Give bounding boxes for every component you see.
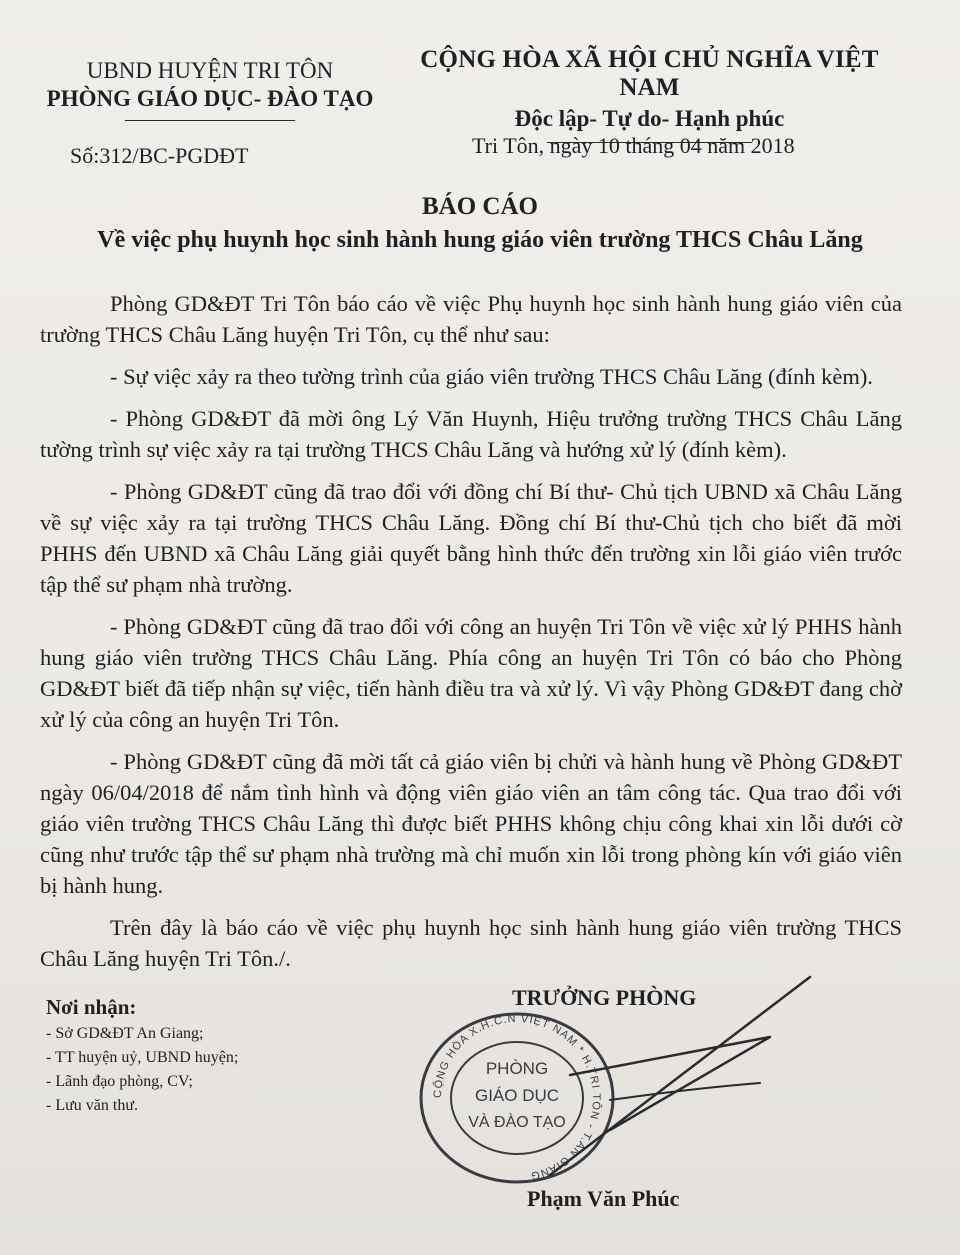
district-name: UBND HUYỆN TRI TÔN [86,58,334,83]
recipients-block [46,995,376,1118]
paragraph: - Sự việc xảy ra theo tường trình của giáo viên trường THCS Châu Lăng (đính kèm). [110,364,873,389]
stamp-center-line-3: VÀ ĐÀO TẠO [468,1114,566,1131]
signer-name: Phạm Văn Phúc [527,1186,680,1211]
report-body [40,288,902,985]
paragraph: - Phòng GD&ĐT cũng đã trao đổi với công an huyện Tri Tôn về việc xử lý PHHS hành hung giáo viên trường THCS Châu Lăng. Phía công an huyện Tri Tôn có báo cho Phòng GD&ĐT biết đã tiếp nhận sự việc, tiến hành điều tra và xử lý. Vì vậy Phòng GD&ĐT đang chờ xử lý của công an huyện Tri Tôn. [40,614,902,732]
paragraph: - Phòng GD&ĐT cũng đã trao đổi với đồng chí Bí thư- Chủ tịch UBND xã Châu Lăng về sự việc xảy ra tại trường THCS Châu Lăng. Đồng chí Bí thư-Chủ tịch cho biết đã mời PHHS đến UBND xã Châu Lăng giải quyết bằng hình thức đến trường xin lỗi giáo viên trước tập thể sư phạm nhà trường. [40,479,902,597]
stamp-center-line-1: PHÒNG [485,1059,549,1078]
list-item: - Lưu văn thư. [46,1094,376,1118]
stamp-ring-text: CỘNG HÒA X.H.C.N VIỆT NAM * H.TRI TÔN - T.AN GIANG [431,1012,603,1182]
department-name: PHÒNG GIÁO DỤC- ĐÀO TẠO [46,86,374,111]
header-left [30,58,390,121]
recipients-heading: Nơi nhận: [46,995,137,1019]
recipients-list [46,1022,376,1118]
document-title: BÁO CÁO [422,193,538,220]
header-left-divider [125,120,295,121]
paragraph: - Phòng GD&ĐT đã mời ông Lý Văn Huynh, Hiệu trưởng trường THCS Châu Lăng tường trình sự việc xảy ra tại trường THCS Châu Lăng và hướng xử lý (đính kèm). [40,406,902,462]
paragraph: Trên đây là báo cáo về việc phụ huynh học sinh hành hung giáo viên trường THCS Châu Lăng huyện Tri Tôn./. [40,915,902,971]
handwritten-signature [430,965,830,1185]
list-item: - Lãnh đạo phòng, CV; [46,1070,376,1094]
national-title: CỘNG HÒA XÃ HỘI CHỦ NGHĨA VIỆT NAM [420,46,879,101]
stamp-center-line-2: GIÁO DỤC [474,1086,560,1105]
date-line: Tri Tôn, ngày 10 tháng 04 năm 2018 [472,133,795,158]
header-right [392,46,907,143]
document-title-block [0,193,960,254]
paragraph: Phòng GD&ĐT Tri Tôn báo cáo về việc Phụ huynh học sinh hành hung giáo viên của trường THCS Châu Lăng huyện Tri Tôn, cụ thể như sau: [40,291,902,347]
paragraph: - Phòng GD&ĐT cũng đã mời tất cả giáo viên bị chửi và hành hung về Phòng GD&ĐT ngày 06/04/2018 để nắm tình hình và động viên giáo viên an tâm công tác. Qua trao đổi với giáo viên trường THCS Châu Lăng thì được biết PHHS không chịu công khai xin lỗi dưới cờ cũng như trước tập thể sư phạm nhà trường mà chỉ muốn xin lỗi trong phòng kín với giáo viên bị hành hung. [40,749,902,898]
signer-position: TRƯỞNG PHÒNG [512,985,697,1010]
list-item: - TT huyện uỷ, UBND huyện; [46,1046,376,1070]
document-number: Số:312/BC-PGDĐT [70,143,249,168]
document-subtitle: Về việc phụ huynh học sinh hành hung giáo viên trường THCS Châu Lăng [97,227,863,253]
national-motto: Độc lập- Tự do- Hạnh phúc [514,106,785,131]
list-item: - Sở GD&ĐT An Giang; [46,1022,376,1046]
